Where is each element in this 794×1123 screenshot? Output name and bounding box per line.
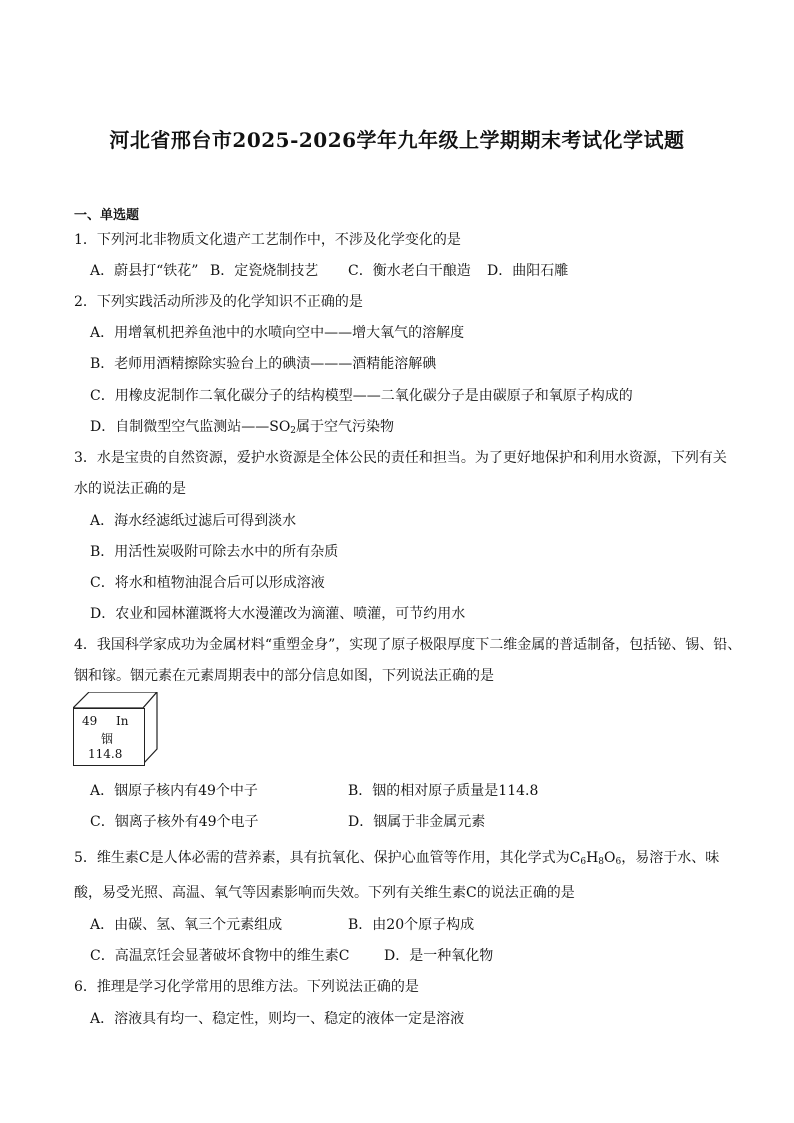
q1-option-a: A．蔚县打“铁花” (90, 263, 199, 279)
question-2-stem: 2．下列实践活动所涉及的化学知识不正确的是 (74, 294, 363, 310)
q4-option-b: B．铟的相对原子质量是114.8 (348, 783, 539, 799)
atomic-number: 49 (82, 714, 98, 728)
q3-option-c: C．将水和植物油混合后可以形成溶液 (90, 575, 325, 591)
question-3-stem-line2: 水的说法正确的是 (74, 481, 186, 497)
q6-option-a: A．溶液具有均一、稳定性，则均一、稳定的液体一定是溶液 (90, 1011, 465, 1027)
question-4-stem-line2: 铟和镓。铟元素在元素周期表中的部分信息如图，下列说法正确的是 (74, 668, 494, 684)
tile-side-face (143, 692, 159, 765)
q1-option-c: C．衡水老白干酿造 (348, 263, 471, 279)
element-symbol: In (116, 714, 129, 728)
q5-option-d: D．是一种氧化物 (384, 948, 494, 964)
atomic-mass: 114.8 (88, 747, 123, 761)
page-title: 河北省邢台市2025-2026学年九年级上学期期末考试化学试题 (109, 128, 685, 152)
q2-option-a: A．用增氧机把养鱼池中的水喷向空中——增大氧气的溶解度 (90, 325, 465, 341)
q2-option-c: C．用橡皮泥制作二氧化碳分子的结构模型——二氧化碳分子是由碳原子和氧原子构成的 (90, 388, 633, 404)
q1-option-d: D．曲阳石雕 (487, 263, 569, 279)
q1-option-b: B．定瓷烧制技艺 (210, 263, 319, 279)
section-heading: 一、单选题 (74, 208, 140, 223)
q3-option-d: D．农业和园林灌溉将大水漫灌改为滴灌、喷灌，可节约用水 (90, 606, 466, 622)
q4-option-a: A．铟原子核内有49个中子 (90, 783, 258, 799)
q2-option-d: D．自制微型空气监测站$——SO_2$属于空气污染物 (90, 419, 395, 436)
q3-option-b: B．用活性炭吸附可除去水中的所有杂质 (90, 544, 339, 560)
question-5-stem-line2: 酸，易受光照、高温、氧气等因素影响而失效。下列有关维生素C的说法正确的是 (74, 885, 575, 901)
q5-option-b: B．由20个原子构成 (348, 917, 475, 933)
question-5-stem-line1: 5．维生素C是人体必需的营养素，具有抗氧化、保护心血管等作用，其化学式为$C_6H_8O_6$，易溶于水、味 (74, 850, 720, 867)
element-tile-front (73, 708, 145, 766)
q3-option-a: A．海水经滤纸过滤后可得到淡水 (90, 513, 297, 529)
question-1-stem: 1．下列河北非物质文化遗产工艺制作中，不涉及化学变化的是 (74, 232, 461, 248)
q4-option-c: C．铟离子核外有49个电子 (90, 814, 259, 830)
q5-option-a: A．由碳、氢、氧三个元素组成 (90, 917, 283, 933)
question-6-stem: 6．推理是学习化学常用的思维方法。下列说法正确的是 (74, 979, 419, 995)
q4-option-d: D．铟属于非金属元素 (348, 814, 486, 830)
question-3-stem-line1: 3．水是宝贵的自然资源，爱护水资源是全体公民的责任和担当。为了更好地保护和利用水资源，下列有关 (74, 450, 727, 466)
q2-option-b: B．老师用酒精擦除实验台上的碘渍———酒精能溶解碘 (90, 356, 437, 372)
q5-option-c: C．高温烹饪会显著破坏食物中的维生素C (90, 948, 350, 964)
question-4-stem-line1: 4．我国科学家成功为金属材料“重塑金身”，实现了原子极限厚度下二维金属的普适制备，包括铋、锡、铅、 (74, 637, 742, 653)
element-name: 铟 (101, 732, 114, 746)
